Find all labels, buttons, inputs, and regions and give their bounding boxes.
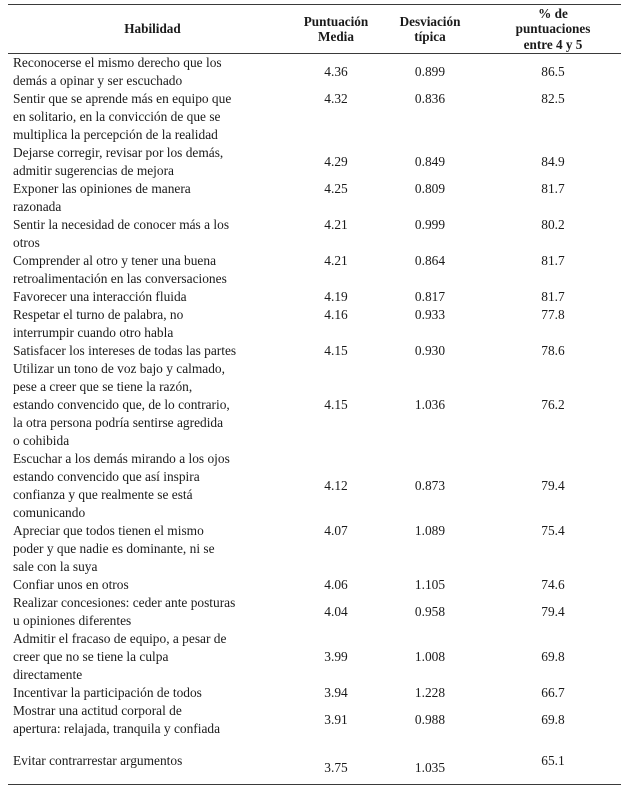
cell-percentage-4-5: 84.9 — [541, 154, 565, 169]
cell-percentage-4-5: 75.4 — [541, 523, 565, 538]
cell-skill — [8, 576, 297, 594]
skill-text-line: apertura: relajada, tranquila y confiada — [13, 721, 221, 736]
table-container — [8, 0, 621, 785]
cell-standard-deviation: 0.958 — [414, 604, 446, 619]
skill-text-line: Admitir el fracaso de equipo, a pesar de — [13, 631, 227, 646]
column-header-pct-line2: puntuaciones — [515, 21, 591, 37]
cell-mean-score: 4.29 — [324, 154, 348, 169]
skill-text-line: Reconocerse el mismo derecho que los — [13, 55, 222, 70]
skill-text-line: Incentivar la participación de todos — [13, 685, 202, 700]
cell-percentage-4-5: 78.6 — [541, 343, 565, 358]
column-header-skill: Habilidad — [124, 21, 181, 37]
skill-text-line: Comprender al otro y tener una buena — [13, 253, 217, 268]
cell-mean-score: 4.25 — [324, 181, 348, 196]
column-header-mean-line1: Puntuación — [303, 13, 369, 29]
table-row — [8, 144, 621, 180]
cell-percentage-4-5: 69.8 — [541, 649, 565, 664]
cell-percentage-4-5: 80.2 — [541, 217, 565, 232]
table-row — [8, 216, 621, 252]
skill-text-line: Satisfacer los intereses de todas las partes — [13, 343, 237, 358]
skill-text-line: otros — [13, 235, 40, 250]
skill-text-line: la otra persona podría sentirse agredida — [13, 415, 224, 430]
cell-mean-score: 4.21 — [324, 253, 348, 268]
skill-text-line: sale con la suya — [13, 559, 98, 574]
cell-standard-deviation: 0.817 — [414, 289, 446, 304]
skill-text-line: directamente — [13, 667, 83, 682]
table-row — [8, 252, 621, 288]
cell-percentage-4-5: 74.6 — [541, 577, 565, 592]
cell-mean-score: 4.19 — [324, 289, 348, 304]
cell-skill — [8, 216, 297, 252]
cell-mean-score: 4.21 — [324, 217, 348, 232]
table-row — [8, 306, 621, 342]
column-header-sd-line1: Desviación — [399, 13, 461, 29]
column-header-sd — [375, 5, 485, 54]
cell-skill — [8, 180, 297, 216]
cell-standard-deviation: 0.849 — [414, 154, 446, 169]
column-header-sd-line2: típica — [414, 29, 446, 44]
cell-percentage-4-5: 81.7 — [541, 253, 565, 268]
cell-mean-score: 3.94 — [324, 685, 348, 700]
cell-standard-deviation: 1.035 — [414, 760, 446, 775]
cell-mean-score: 4.04 — [324, 604, 348, 619]
cell-percentage-4-5: 79.4 — [541, 604, 565, 619]
skill-text-line: pese a creer que se tiene la razón, — [13, 379, 193, 394]
skill-text-line: Sentir la necesidad de conocer más a los — [13, 217, 230, 232]
table-row — [8, 288, 621, 306]
skill-text-line: creer que no se tiene la culpa — [13, 649, 169, 664]
column-header-pct-line3: entre 4 y 5 — [523, 36, 583, 52]
cell-skill — [8, 342, 297, 360]
skills-table — [8, 4, 621, 785]
table-row — [8, 342, 621, 360]
table-header — [8, 5, 621, 54]
skill-text-line: o cohibida — [13, 433, 70, 448]
skill-text-line: u opiniones diferentes — [13, 613, 132, 628]
cell-mean-score: 4.07 — [324, 523, 348, 538]
cell-skill — [8, 144, 297, 180]
cell-mean-score: 3.75 — [324, 760, 348, 775]
skill-text-line: razonada — [13, 199, 62, 214]
cell-standard-deviation: 1.008 — [414, 649, 446, 664]
cell-percentage-4-5: 66.7 — [541, 685, 565, 700]
table-row — [8, 522, 621, 576]
table-row — [8, 684, 621, 702]
skill-text-line: admitir sugerencias de mejora — [13, 163, 174, 178]
cell-standard-deviation: 1.105 — [414, 577, 446, 592]
cell-percentage-4-5: 77.8 — [541, 307, 565, 322]
cell-skill — [8, 702, 297, 738]
skill-text-line: Apreciar que todos tienen el mismo — [13, 523, 204, 538]
table-body — [8, 54, 621, 785]
cell-mean-score: 4.36 — [324, 64, 348, 79]
column-header-percentage — [485, 5, 621, 54]
table-row — [8, 702, 621, 738]
cell-skill — [8, 288, 297, 306]
cell-mean-score: 3.99 — [324, 649, 348, 664]
cell-skill — [8, 738, 297, 785]
cell-skill — [8, 522, 297, 576]
cell-standard-deviation: 1.089 — [414, 523, 446, 538]
cell-standard-deviation: 0.988 — [414, 712, 446, 727]
skill-text-line: confianza y que realmente se está — [13, 487, 193, 502]
skill-text-line: en solitario, en la convicción de que se — [13, 109, 221, 124]
column-header-pct-line1: % de — [538, 5, 568, 21]
cell-skill — [8, 306, 297, 342]
cell-percentage-4-5: 69.8 — [541, 712, 565, 727]
table-row — [8, 180, 621, 216]
cell-standard-deviation: 0.930 — [414, 343, 446, 358]
skill-text-line: retroalimentación en las conversaciones — [13, 271, 227, 286]
cell-percentage-4-5: 79.4 — [541, 478, 565, 493]
skill-text-line: Dejarse corregir, revisar por los demás, — [13, 145, 224, 160]
cell-skill — [8, 684, 297, 702]
skill-text-line: comunicando — [13, 505, 86, 520]
table-row — [8, 54, 621, 91]
skill-text-line: Sentir que se aprende más en equipo que — [13, 91, 232, 106]
cell-mean-score: 4.15 — [324, 343, 348, 358]
skill-text-line: Realizar concesiones: ceder ante posturas — [13, 595, 236, 610]
skill-text-line: demás a opinar y ser escuchado — [13, 73, 183, 88]
cell-standard-deviation: 1.036 — [414, 397, 446, 412]
cell-mean-score: 3.91 — [324, 712, 348, 727]
column-header-mean-line2: Media — [318, 29, 354, 44]
skill-text-line: Evitar contrarrestar argumentos — [13, 753, 183, 768]
table-row — [8, 738, 621, 785]
cell-standard-deviation: 1.228 — [414, 685, 446, 700]
cell-mean-score: 4.06 — [324, 577, 348, 592]
skill-text-line: estando convencido que, de lo contrario, — [13, 397, 230, 412]
cell-standard-deviation: 0.873 — [414, 478, 446, 493]
skill-text-line: Escuchar a los demás mirando a los ojos — [13, 451, 230, 466]
cell-percentage-4-5: 81.7 — [541, 289, 565, 304]
cell-skill — [8, 360, 297, 450]
cell-skill — [8, 450, 297, 522]
table-row — [8, 90, 621, 144]
cell-standard-deviation: 0.864 — [414, 253, 446, 268]
table-row — [8, 450, 621, 522]
skill-text-line: poder y que nadie es dominante, ni se — [13, 541, 215, 556]
cell-mean-score: 4.32 — [324, 91, 348, 106]
table-row — [8, 594, 621, 630]
cell-mean-score: 4.15 — [324, 397, 348, 412]
cell-mean-score: 4.12 — [324, 478, 348, 493]
skill-text-line: Mostrar una actitud corporal de — [13, 703, 182, 718]
skill-text-line: estando convencido que así inspira — [13, 469, 200, 484]
cell-skill — [8, 594, 297, 630]
table-row — [8, 630, 621, 684]
cell-percentage-4-5: 65.1 — [541, 753, 565, 768]
skill-text-line: Respetar el turno de palabra, no — [13, 307, 184, 322]
cell-skill — [8, 252, 297, 288]
cell-percentage-4-5: 82.5 — [541, 91, 565, 106]
column-header-mean — [297, 5, 375, 54]
cell-standard-deviation: 0.933 — [414, 307, 446, 322]
skill-text-line: Utilizar un tono de voz bajo y calmado, — [13, 361, 225, 376]
cell-standard-deviation: 0.999 — [414, 217, 446, 232]
table-header-row — [8, 5, 621, 54]
skill-text-line: interrumpir cuando otro habla — [13, 325, 174, 340]
cell-standard-deviation: 0.809 — [414, 181, 446, 196]
cell-percentage-4-5: 81.7 — [541, 181, 565, 196]
table-row — [8, 576, 621, 594]
cell-percentage-4-5: 76.2 — [541, 397, 565, 412]
cell-standard-deviation: 0.836 — [414, 91, 446, 106]
skill-text-line: multiplica la percepción de la realidad — [13, 127, 218, 142]
cell-skill — [8, 90, 297, 144]
skill-text-line: Confiar unos en otros — [13, 577, 129, 592]
skill-text-line: Favorecer una interacción fluida — [13, 289, 187, 304]
cell-mean-score: 4.16 — [324, 307, 348, 322]
cell-percentage-4-5: 86.5 — [541, 64, 565, 79]
table-row — [8, 360, 621, 450]
cell-skill — [8, 630, 297, 684]
cell-standard-deviation: 0.899 — [414, 64, 446, 79]
skill-text-line: Exponer las opiniones de manera — [13, 181, 191, 196]
cell-skill — [8, 54, 297, 91]
